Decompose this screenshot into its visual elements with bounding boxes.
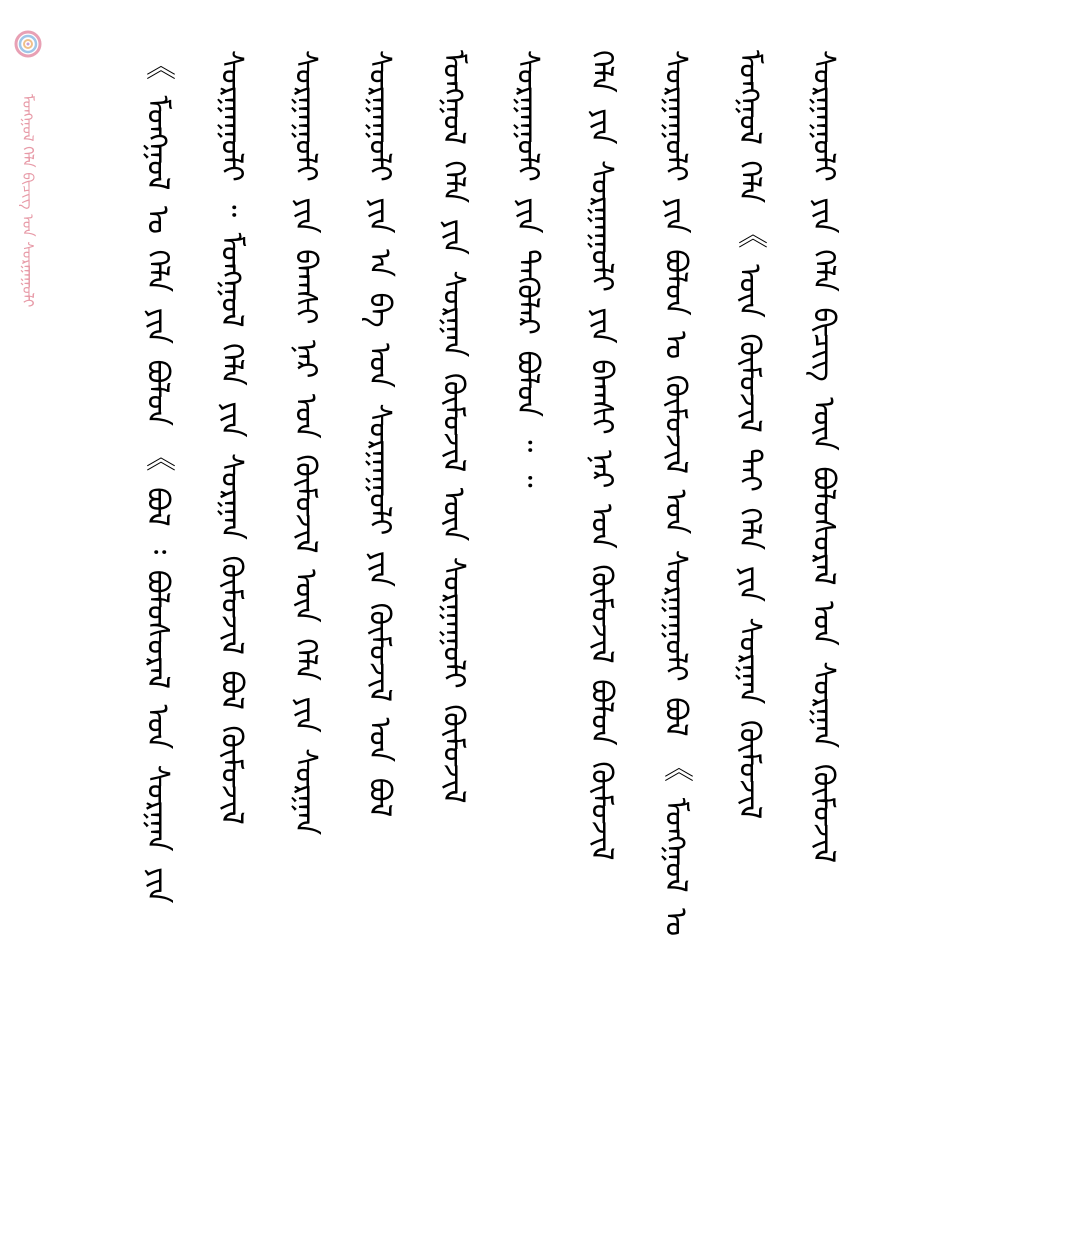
text-line: ᠮᠣᠩᠭᠣᠯ ᠬᠡᠯᠡ 《 ᠦᠨ ᠬᠦᠮᠦᠵᠢᠯ ᠲᠡᠶ ᠬᠡᠯᠡ ᠶᠢᠨ ᠰᠤᠷᠭᠠᠨ ᠬᠦᠮᠦᠵᠢᠯ [732, 50, 767, 820]
spiral-logo-icon [14, 30, 42, 58]
text-line: ᠮᠣᠩᠭᠣᠯ ᠬᠡᠯᠡ ᠶᠢᠨ ᠰᠤᠷᠭᠠᠨ ᠬᠦᠮᠦᠵᠢᠯ ᠦᠨ ᠰᠤᠷᠭᠠᠭᠤᠯᠢ ᠬᠦᠮᠦᠵᠢᠯ [436, 50, 471, 804]
text-line: ᠰᠤᠷᠭᠠᠭᠤᠯᠢ ᠶᠢᠨ ᠬᠡᠯᠡ ᠪᠢᠴᠢᠭ ᠦᠨ ᠪᠣᠯᠣᠰᠤᠷᠠᠯ ᠤᠨ ᠰᠤᠷᠭᠠᠨ ᠬᠦᠮᠦᠵᠢᠯ [806, 50, 841, 864]
text-line: ᠰᠤᠷᠭᠠᠭᠤᠯᠢ ᠶᠢᠨ ᠠ ᠪᠠ ᠤᠨ ᠰᠤᠷᠭᠠᠭᠤᠯᠢ ᠶᠢᠨ ᠬᠦᠮᠦᠵᠢᠯ ᠤᠨ ᠪᠣᠯ [362, 50, 397, 818]
text-line: ᠰᠤᠷᠭᠠᠭᠤᠯᠢ ᠶᠢᠨ ᠪᠤᠯᠤᠨ ᠤ ᠬᠦᠮᠦᠵᠢᠯ ᠤᠨ ᠰᠤᠷᠭᠠᠭᠤᠯᠢ ᠪᠣᠯ 《 ᠮᠣᠩᠭᠣᠯ ᠤ [658, 50, 693, 937]
text-line: ᠰᠤᠷᠭᠠᠭᠤᠯᠢ ᠶᠢᠨ ᠲᠡᠭᠦᠯᠡᠷ ᠪᠣᠯᠤᠨ ᠃ ᠃ [510, 50, 545, 488]
text-line: ᠬᠡᠯᠡ ᠶᠢᠨ ᠰᠤᠷᠭᠠᠭᠤᠯᠢ ᠶᠢᠨ ᠪᠠᠭᠰᠢ ᠨᠠᠷ ᠤᠨ ᠬᠦᠮᠦᠵᠢᠯ ᠪᠣᠯᠣᠨ ᠬᠦᠮᠦᠵᠢᠯ [584, 50, 619, 861]
mongolian-text-body [120, 50, 920, 1200]
text-line: ᠰᠤᠷᠭᠠᠭᠤᠯᠢ ᠃ ᠮᠣᠩᠭᠣᠯ ᠬᠡᠯᠡ ᠶᠢᠨ ᠰᠤᠷᠭᠠᠨ ᠬᠦᠮᠦᠵᠢᠯ ᠪᠣᠯ ᠬᠦᠮᠦᠵᠢᠯ [214, 50, 249, 825]
text-line: ᠰᠤᠷᠭᠠᠭᠤᠯᠢ ᠶᠢᠨ ᠪᠠᠭᠰᠢ ᠨᠠᠷ ᠤᠨ ᠬᠦᠮᠦᠵᠢᠯ ᠦᠨ ᠬᠡᠯᠡ ᠶᠢᠨ ᠰᠤᠷᠭᠠᠨ [288, 50, 323, 836]
watermark [8, 20, 48, 420]
watermark-text: ᠮᠣᠩᠭᠣᠯ ᠬᠡᠯᠡ ᠪᠢᠴᠢᠭ ᠤᠨ ᠰᠤᠷᠭᠠᠭᠤᠯᠢ [19, 94, 37, 308]
text-line: 《 ᠮᠣᠩᠭᠣᠯ ᠤ ᠬᠡᠯᠡ ᠶᠢᠨ ᠪᠣᠯᠣᠨ 《 ᠪᠣᠯ ᠄ ᠪᠣᠯᠣᠰᠤᠷᠠᠯ ᠤᠨ ᠰᠤᠷᠭᠠᠨ ᠶᠢᠨ [140, 50, 175, 904]
